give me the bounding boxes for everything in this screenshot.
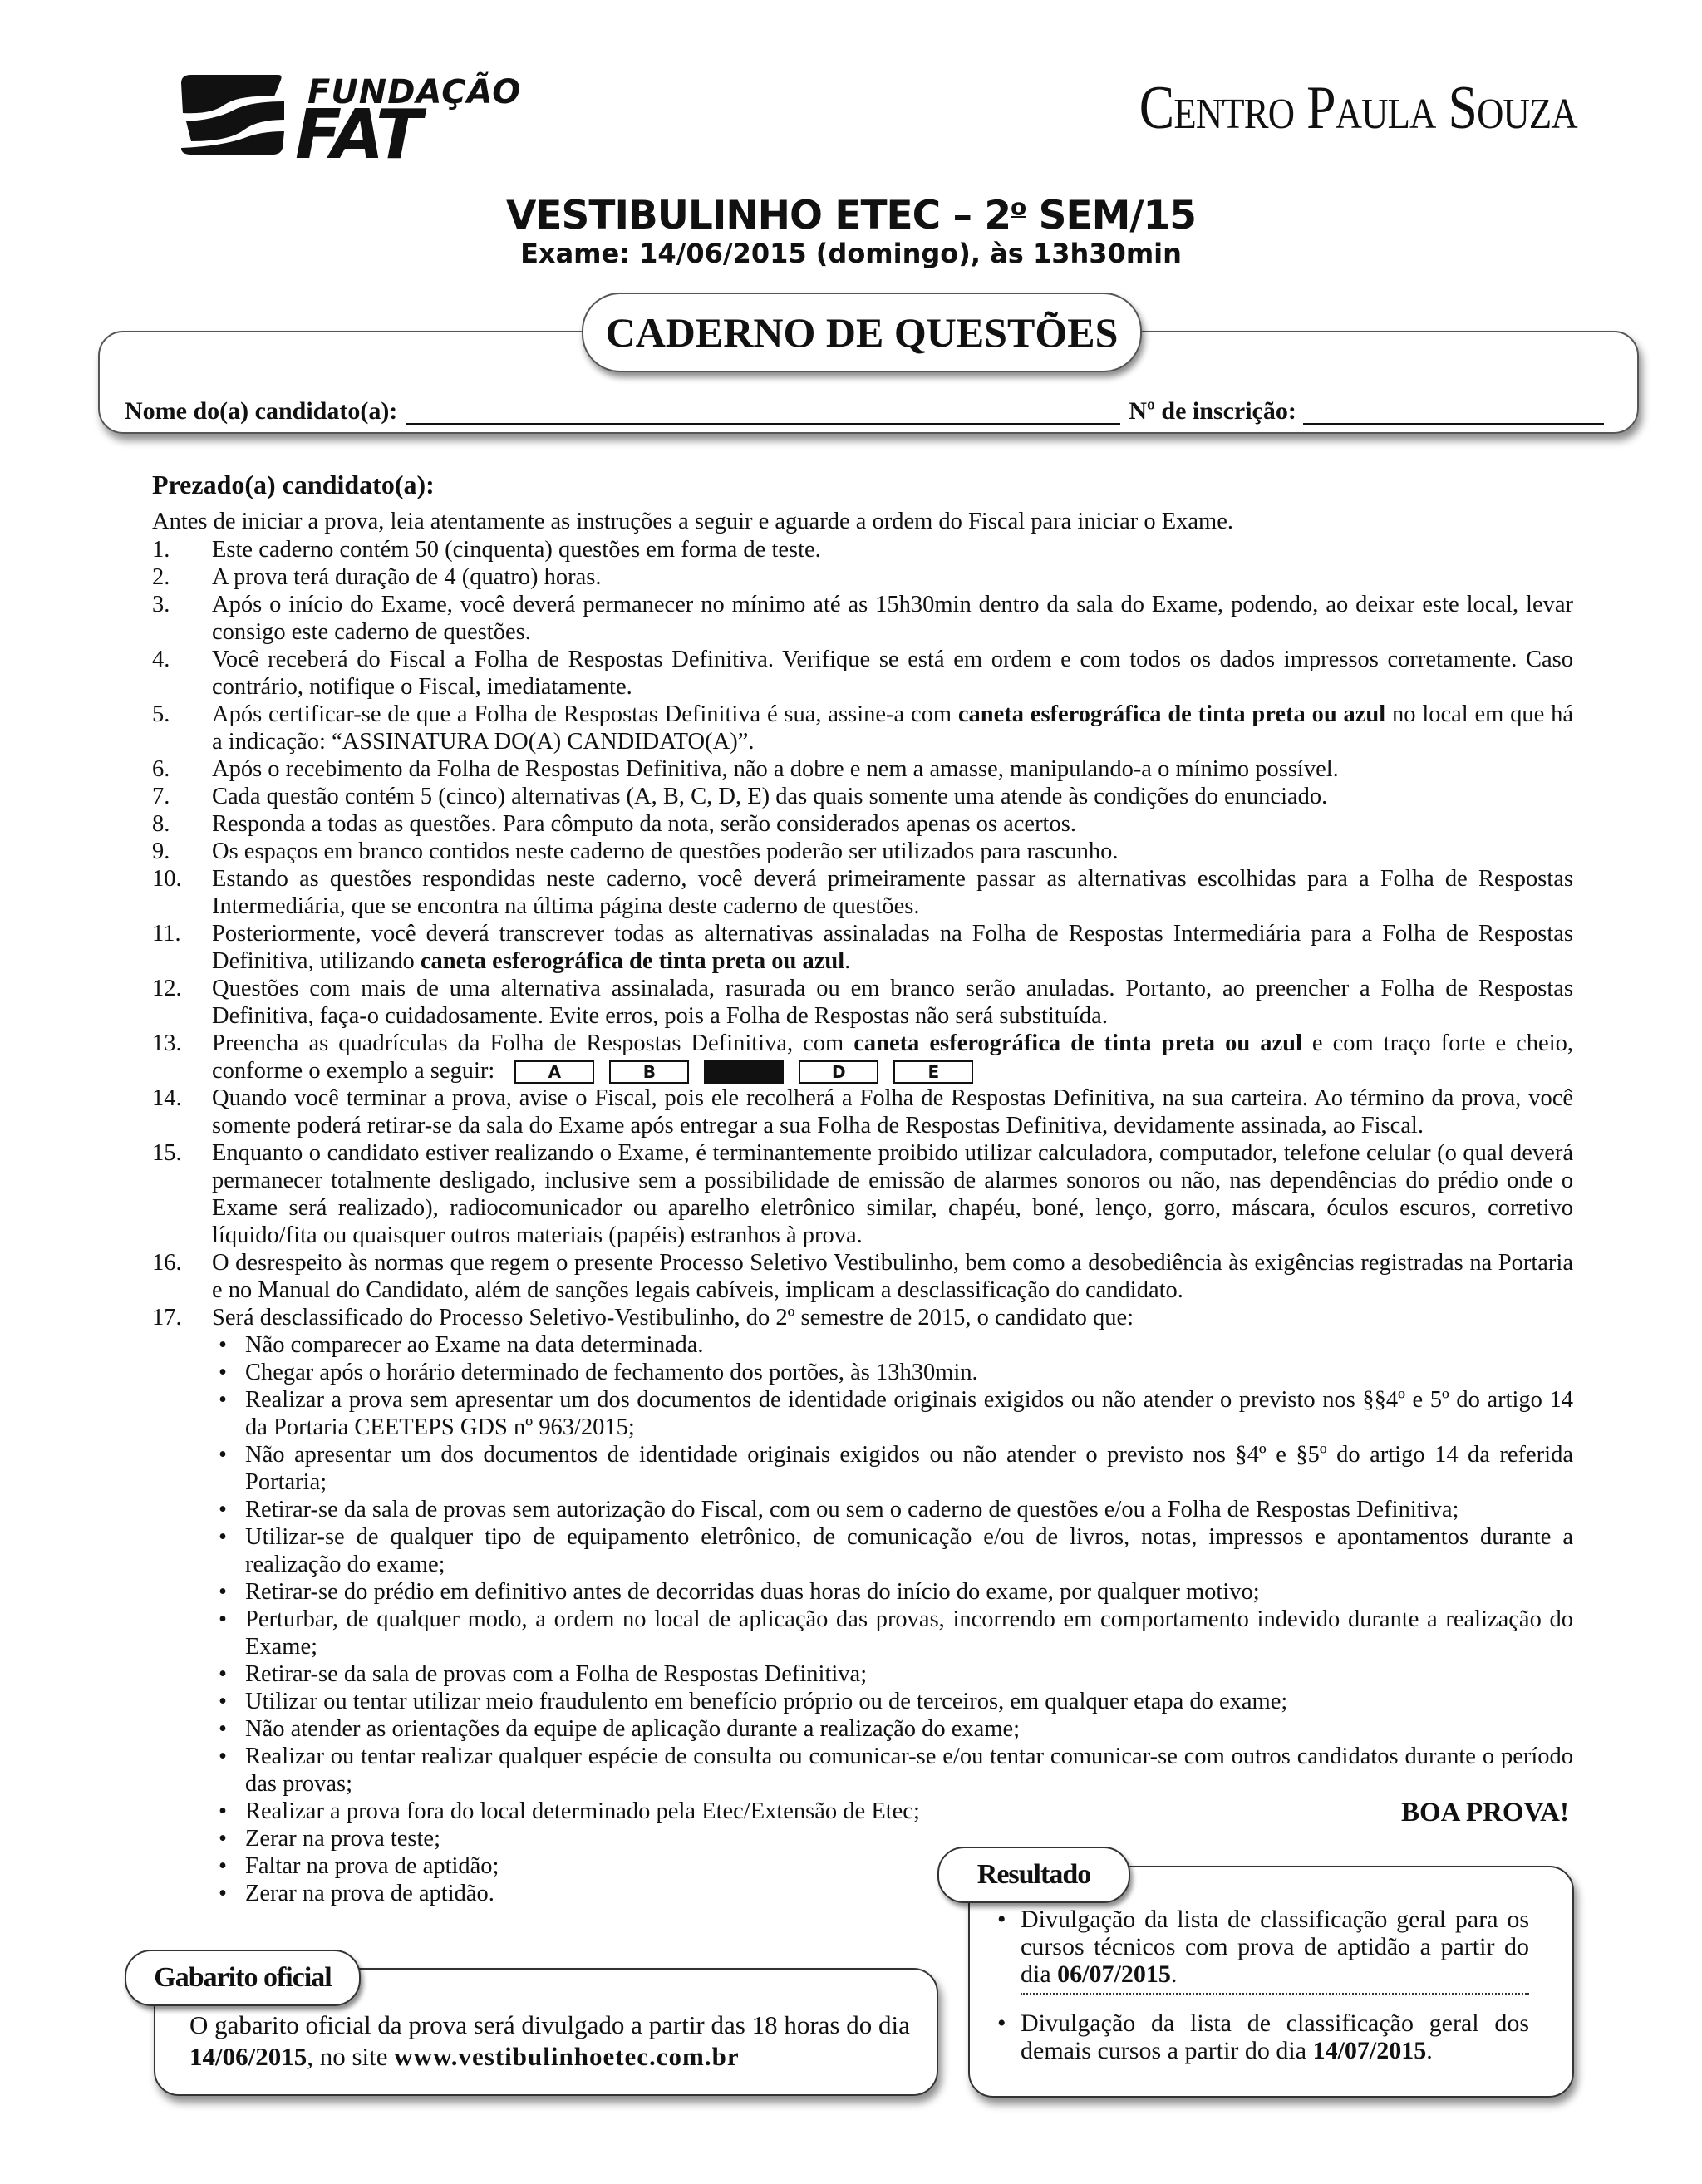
fat-emblem-icon [175,68,291,160]
bullet-item: • Utilizar-se de qualquer tipo de equipamento eletrônico, de comunicação e/ou de livros, notas, impressos e apontamentos durante a realização do exame; [212,1523,1573,1578]
dotted-separator [1021,1993,1529,1995]
nome-label: Nome do(a) candidato(a): [125,397,398,425]
example-box-d: D [799,1060,878,1084]
bullet-item: • Zerar na prova de aptidão. [212,1880,1573,1907]
bullet-item: • Faltar na prova de aptidão; [212,1852,1573,1880]
gabarito-title: Gabarito oficial [125,1950,361,2006]
fat-top-text: FUNDAÇÃO [307,73,522,111]
item-text: Após o recebimento da Folha de Respostas Definitiva, não a dobre e nem a amasse, manipulando-a o mínimo possível. [212,756,1339,782]
item-bold-text: caneta esferográfica de tinta preta ou azul [853,1031,1302,1056]
fundacao-fat-logo [175,68,522,175]
example-box-b: B [609,1060,689,1084]
list-item: 17. Será desclassificado do Processo Seletivo-Vestibulinho, do 2º semestre de 2015, o candidato que: • Não comparecer ao Exame na data determinada. • Chegar após o horário determinado de fechamento dos portões, às 13h30min. • Realizar a prova sem apresentar um dos documentos de identidade originais exigidos ou não atender o previsto nos §§4º e 5º do artigo 14 da Portaria CEETEPS GDS nº 963/2015; • Não apresentar um dos documentos de identidade originais exigidos ou não atender o previsto nos §4º e §5º do artigo 14 da referida Portaria; • Retirar-se da sala de provas sem autorização do Fiscal, com ou sem o caderno de questões e/ou a Folha de Respostas Definitiva; • Utilizar-se de qualquer tipo de equipamento eletrônico, de comunicação e/ou de livros, notas, impressos e apontamentos durante a realização do exame; • Retirar-se do prédio em definitivo antes de decorridas duas horas do início do exame, por qualquer motivo; • Perturbar, de qualquer modo, a ordem no local de aplicação das provas, incorrendo em comportamento indevido durante a realização do Exame; • Retirar-se da sala de provas com a Folha de Respostas Definitiva; • Utilizar ou tentar utilizar meio fraudulento em benefício próprio ou de terceiros, em qualquer etapa do exame; • Não atender as orientações da equipe de aplicação durante a realização do exame; • Realizar ou tentar realizar qualquer espécie de consulta ou comunicar-se e/ou tentar comunicar-se com outros candidatos durante o período das provas; • Realizar a prova fora do local determinado pela Etec/Extensão de Etec; • Zerar na prova teste; • Faltar na prova de aptidão; • Zerar na prova de aptidão. [152,1304,1573,1907]
item-text: . [844,948,851,974]
exam-date: Exame: 14/06/2015 (domingo), às 13h30min [520,238,1182,269]
list-item: 5. Após certificar-se de que a Folha de Respostas Definitiva é sua, assine-a com caneta esferográfica de tinta preta ou azul no local em que há a indicação: “ASSINATURA DO(A) CANDIDATO(A)”. [152,701,1573,755]
gabarito-date: 14/06/2015 [189,2042,307,2071]
list-item: 12. Questões com mais de uma alternativa assinalada, rasurada ou em branco serão anuladas. Portanto, ao preencher a Folha de Respostas Definitiva, faça-o cuidadosamente. Evite erros, pois a Folha de Respostas não será substituída. [152,976,1573,1029]
resultado-date: 14/07/2015 [1312,2037,1427,2064]
item-text: Enquanto o candidato estiver realizando o Exame, é terminantemente proibido utilizar calculadora, computador, telefone celular (o qual deverá permanecer totalmente desligado, inclusive sem a possibilidade de emissão de alarmes sonoros ou não, nas dependências do prédio onde o Exame será realizado), radiocomunicador ou aparelho eletrônico similar, chapéu, boné, lenço, gorro, máscara, óculos escuros, corretivo líquido/fita ou quaisquer outros materiais (papéis) estranhos à prova. [212,1140,1573,1248]
list-item: 6. Após o recebimento da Folha de Respostas Definitiva, não a dobre e nem a amasse, manipulando-a o mínimo possível. [152,756,1339,782]
item-text: Cada questão contém 5 (cinco) alternativas (A, B, C, D, E) das quais somente uma atende às condições do enunciado. [212,784,1328,809]
gabarito-text: , no site [307,2042,395,2071]
title-superscript: o [1011,193,1026,221]
inscricao-field[interactable] [1303,403,1604,425]
resultado-content [997,1906,1529,2064]
bullet-item: • Realizar a prova sem apresentar um dos documentos de identidade originais exigidos ou não atender o previsto nos §§4º e 5º do artigo 14 da Portaria CEETEPS GDS nº 963/2015; [212,1386,1573,1441]
list-item: 2. A prova terá duração de 4 (quatro) horas. [152,564,602,590]
item-text: Este caderno contém 50 (cinquenta) questões em forma de teste. [212,537,821,563]
example-box-e: E [893,1060,973,1084]
list-item: 16. O desrespeito às normas que regem o presente Processo Seletivo Vestibulinho, bem como a desobediência às exigências registradas na Portaria e no Manual do Candidato, além de sanções legais cabíveis, implicam a desclassificação do candidato. [152,1250,1573,1303]
gabarito-content [189,2009,921,2073]
resultado-text: . [1426,2037,1433,2064]
item-bold-text: caneta esferográfica de tinta preta ou azul [957,701,1386,727]
candidate-fields [125,397,1612,425]
resultado-text: . [1170,1960,1178,1988]
resultado-date: 06/07/2015 [1057,1960,1171,1988]
greeting: Prezado(a) candidato(a): [152,470,435,499]
intro-text: Antes de iniciar a prova, leia atentamente as instruções a seguir e aguarde a ordem do Fiscal para iniciar o Exame. [152,509,1233,534]
resultado-title: Resultado [937,1847,1130,1903]
resultado-item [997,2009,1529,2064]
list-item: 8. Responda a todas as questões. Para cômputo da nota, serão considerados apenas os acertos. [152,811,1076,837]
item-text: A prova terá duração de 4 (quatro) horas. [212,564,602,590]
list-item: 13. Preencha as quadrículas da Folha de Respostas Definitiva, com caneta esferográfica de tinta preta ou azul e com traço forte e cheio, conforme o exemplo a seguir: A B C D E [152,1031,1573,1084]
list-item: 11. Posteriormente, você deverá transcrever todas as alternativas assinaladas na Folha de Respostas Intermediária para a Folha de Respostas Definitiva, utilizando caneta esferográfica de tinta preta ou azul. [152,921,1573,974]
boa-prova-text: BOA PROVA! [1401,1798,1569,1827]
bullet-item: • Retirar-se do prédio em definitivo antes de decorridas duas horas do início do exame, por qualquer motivo; [212,1578,1573,1606]
item-text: Questões com mais de uma alternativa assinalada, rasurada ou em branco serão anuladas. Portanto, ao preencher a Folha de Respostas Definitiva, faça-o cuidadosamente. Evite erros, pois a Folha de Respostas não será substituída. [212,976,1573,1029]
item-text: Preencha as quadrículas da Folha de Respostas Definitiva, com [212,1031,854,1056]
bullet-item: • Chegar após o horário determinado de fechamento dos portões, às 13h30min. [212,1359,1573,1386]
item-text: O desrespeito às normas que regem o presente Processo Seletivo Vestibulinho, bem como a desobediência às exigências registradas na Portaria e no Manual do Candidato, além de sanções legais cabíveis, implicam a desclassificação do candidato. [212,1250,1573,1303]
bullet-item: • Zerar na prova teste; [212,1825,1573,1852]
title-part: SEM/15 [1026,193,1196,239]
caderno-title: CADERNO DE QUESTÕES [582,293,1142,372]
bullet-item: • Não apresentar um dos documentos de identidade originais exigidos ou não atender o previsto nos §4º e §5º do artigo 14 da referida Portaria; [212,1441,1573,1496]
list-item: 15. Enquanto o candidato estiver realizando o Exame, é terminantemente proibido utilizar calculadora, computador, telefone celular (o qual deverá permanecer totalmente desligado, inclusive sem a possibilidade de emissão de alarmes sonoros ou não, nas dependências do prédio onde o Exame será realizado), radiocomunicador ou aparelho eletrônico similar, chapéu, boné, lenço, gorro, máscara, óculos escuros, corretivo líquido/fita ou quaisquer outros materiais (papéis) estranhos à prova. [152,1140,1573,1248]
resultado-item [997,1906,1529,1988]
list-item: 4. Você receberá do Fiscal a Folha de Respostas Definitiva. Verifique se está em ordem e com todos os dados impressos corretamente. Caso contrário, notifique o Fiscal, imediatamente. [152,647,1573,700]
item-text: Você receberá do Fiscal a Folha de Respostas Definitiva. Verifique se está em ordem e com todos os dados impressos corretamente. Caso contrário, notifique o Fiscal, imediatamente. [212,647,1573,700]
bullet-item: • Retirar-se da sala de provas com a Folha de Respostas Definitiva; [212,1660,1573,1688]
item-text: Após o início do Exame, você deverá permanecer no mínimo até as 15h30min dentro da sala do Exame, podendo, ao deixar este local, levar consigo este caderno de questões. [212,592,1573,645]
item-text: no local em que há a indicação: “ASSINATURA DO(A) CANDIDATO(A)”. [212,701,1573,755]
resultado-text: Divulgação da lista de classificação geral para os cursos técnicos com prova de aptidão a partir do dia [1021,1906,1529,1988]
bullet-item: • Utilizar ou tentar utilizar meio fraudulento em benefício próprio ou de terceiros, em qualquer etapa do exame; [212,1688,1573,1715]
item-text: Após certificar-se de que a Folha de Respostas Definitiva é sua, assine-a com [212,701,958,727]
resultado-text: Divulgação da lista de classificação geral dos demais cursos a partir do dia [1021,2009,1529,2064]
item-text: e com traço forte e cheio, conforme o exemplo a seguir: [212,1031,1573,1084]
gabarito-text: O gabarito oficial da prova será divulgado a partir das 18 horas do dia [189,2010,910,2039]
list-item: 3. Após o início do Exame, você deverá permanecer no mínimo até as 15h30min dentro da sala do Exame, podendo, ao deixar este local, levar consigo este caderno de questões. [152,592,1573,645]
inscricao-label: Nº de inscrição: [1129,397,1296,425]
bullet-item: • Realizar ou tentar realizar qualquer espécie de consulta ou comunicar-se e/ou tentar comunicar-se com outros candidatos durante o período das provas; [212,1743,1573,1798]
answer-example [499,1058,973,1084]
fat-main-text: FAT [295,96,421,175]
title-part: VESTIBULINHO ETEC – 2 [506,193,1011,239]
item-bold-text: caneta esferográfica de tinta preta ou azul [420,948,845,974]
example-box-a: A [514,1060,594,1084]
example-box-c-filled: C [704,1060,784,1084]
item-text: Responda a todas as questões. Para cômputo da nota, serão considerados apenas os acertos. [212,811,1076,837]
bullet-item: • Retirar-se da sala de provas sem autorização do Fiscal, com ou sem o caderno de questões e/ou a Folha de Respostas Definitiva; [212,1496,1573,1523]
list-item: 14. Quando você terminar a prova, avise o Fiscal, pois ele recolherá a Folha de Respostas Definitiva, na sua carteira. Ao término da prova, você somente poderá retirar-se da sala do Exame após entregar a sua Folha de Respostas Definitiva, devidamente assinada, ao Fiscal. [152,1085,1573,1139]
page-title [0,193,1702,239]
bullet-item: • Perturbar, de qualquer modo, a ordem no local de aplicação das provas, incorrendo em comportamento indevido durante a realização do Exame; [212,1606,1573,1660]
item-text: Posteriormente, você deverá transcrever todas as alternativas assinaladas na Folha de Respostas Intermediária para a Folha de Respostas Definitiva, utilizando [212,921,1573,974]
disqualification-list [212,1331,1573,1907]
centro-paula-souza-logo: Centro Paula Souza [1139,74,1577,142]
bullet-item: • Não atender as orientações da equipe de aplicação durante a realização do exame; [212,1715,1573,1743]
instruction-list [152,536,1573,1907]
nome-field[interactable] [406,403,1120,425]
item-text: Estando as questões respondidas neste caderno, você deverá primeiramente passar as alternativas escolhidas para a Folha de Respostas Intermediária, que se encontra na última página deste caderno de questões. [212,866,1573,919]
list-item: 10. Estando as questões respondidas neste caderno, você deverá primeiramente passar as alternativas escolhidas para a Folha de Respostas Intermediária, que se encontra na última página deste caderno de questões. [152,866,1573,919]
item-text: Será desclassificado do Processo Seletivo-Vestibulinho, do 2º semestre de 2015, o candidato que: [212,1305,1134,1331]
gabarito-site-link[interactable]: www.vestibulinhoetec.com.br [394,2042,740,2071]
item-text: Quando você terminar a prova, avise o Fiscal, pois ele recolherá a Folha de Respostas Definitiva, na sua carteira. Ao término da prova, você somente poderá retirar-se da sala do Exame após entregar a sua Folha de Respostas Definitiva, devidamente assinada, ao Fiscal. [212,1085,1573,1139]
list-item: 1. Este caderno contém 50 (cinquenta) questões em forma de teste. [152,537,821,563]
bullet-item: • Não comparecer ao Exame na data determinada. [212,1331,1573,1359]
list-item: 9. Os espaços em branco contidos neste caderno de questões poderão ser utilizados para rascunho. [152,839,1119,864]
item-text: Os espaços em branco contidos neste caderno de questões poderão ser utilizados para rascunho. [212,839,1119,864]
bullet-item: • Realizar a prova fora do local determinado pela Etec/Extensão de Etec; [212,1798,1573,1825]
list-item: 7. Cada questão contém 5 (cinco) alternativas (A, B, C, D, E) das quais somente uma atende às condições do enunciado. [152,784,1328,809]
